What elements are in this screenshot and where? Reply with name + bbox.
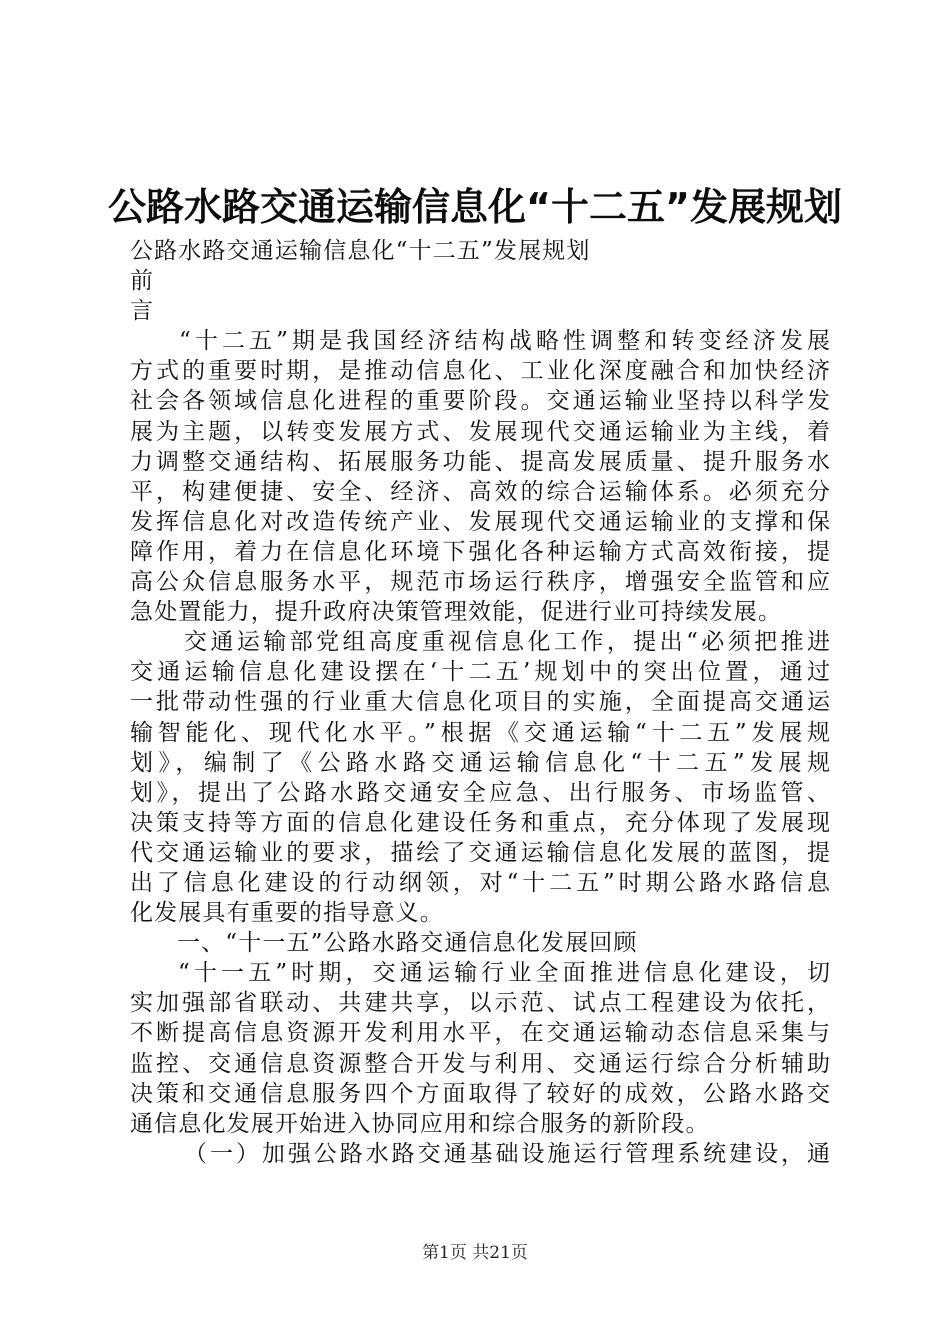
paragraph-line: 展为主题，以转变发展方式、发展现代交通运输业为主线，着 (130, 418, 830, 445)
page-number-footer: 第1页 共21页 (422, 1243, 528, 1263)
paragraph-line: 社会各领域信息化进程的重要阶段。交通运输业坚持以科学发 (130, 388, 830, 415)
preface-heading-char-1: 前 (130, 268, 155, 295)
paragraph-line: 出了信息化建设的行动纲领，对“十二五”时期公路水路信息 (130, 869, 830, 896)
paragraph-line: 决策支持等方面的信息化建设任务和重点，充分体现了发展现 (130, 809, 830, 836)
paragraph-line: 发挥信息化对改造传统产业、发展现代交通运输业的支撑和保 (130, 508, 830, 535)
paragraph-line: 决策和交通信息服务四个方面取得了较好的成效，公路水路交 (130, 1080, 830, 1107)
paragraph-line: 急处置能力，提升政府决策管理效能，促进行业可持续发展。 (130, 599, 783, 626)
subtitle-line: 公路水路交通运输信息化“十二五”发展规划 (130, 238, 591, 264)
preface-heading-char-2: 言 (130, 298, 155, 325)
paragraph-line: 交通运输信息化建设摆在‘十二五’规划中的突出位置，通过 (130, 659, 830, 686)
paragraph-line: 障作用，着力在信息化环境下强化各种运输方式高效衔接，提 (130, 538, 830, 565)
paragraph-line: 划》，提出了公路水路交通安全应急、出行服务、市场监管、 (130, 779, 830, 806)
paragraph-line: 代交通运输业的要求，描绘了交通运输信息化发展的蓝图，提 (130, 839, 830, 866)
paragraph-line: 通信息化发展开始进入协同应用和综合服务的新阶段。 (130, 1110, 710, 1137)
paragraph-line: 不断提高信息资源开发利用水平，在交通运输动态信息采集与 (130, 1020, 830, 1047)
subsection-heading-line: （一）加强公路水路交通基础设施运行管理系统建设，通 (184, 1140, 830, 1167)
paragraph-line: 一批带动性强的行业重大信息化项目的实施，全面提高交通运 (130, 689, 830, 716)
paragraph-line: 平，构建便捷、安全、经济、高效的综合运输体系。必须充分 (130, 478, 830, 505)
paragraph-line: “十二五”期是我国经济结构战略性调整和转变经济发展 (179, 328, 830, 355)
paragraph-line: 化发展具有重要的指导意义。 (130, 900, 444, 927)
paragraph-line: “十一五”时期，交通运输行业全面推进信息化建设，切 (178, 960, 830, 987)
paragraph-line: 高公众信息服务水平，规范市场运行秩序，增强安全监管和应 (130, 569, 830, 596)
document-title: 公路水路交通运输信息化“十二五”发展规划 (108, 185, 842, 229)
section-heading: 一、“十一五”公路水路交通信息化发展回顾 (177, 930, 638, 957)
paragraph-line: 方式的重要时期，是推动信息化、工业化深度融合和加快经济 (130, 358, 830, 385)
paragraph-line: 划》，编制了《公路水路交通运输信息化“十二五”发展规 (130, 749, 830, 776)
document-body (130, 236, 830, 1169)
paragraph-line: 力调整交通结构、拓展服务功能、提高发展质量、提升服务水 (130, 448, 830, 475)
paragraph-line: 交通运输部党组高度重视信息化工作，提出“必须把推进 (184, 629, 830, 656)
paragraph-line: 监控、交通信息资源整合开发与利用、交通运行综合分析辅助 (130, 1050, 830, 1077)
paragraph-line: 输智能化、现代化水平。”根据《交通运输“十二五”发展规 (130, 719, 830, 746)
paragraph-line: 实加强部省联动、共建共享，以示范、试点工程建设为依托， (130, 990, 830, 1017)
